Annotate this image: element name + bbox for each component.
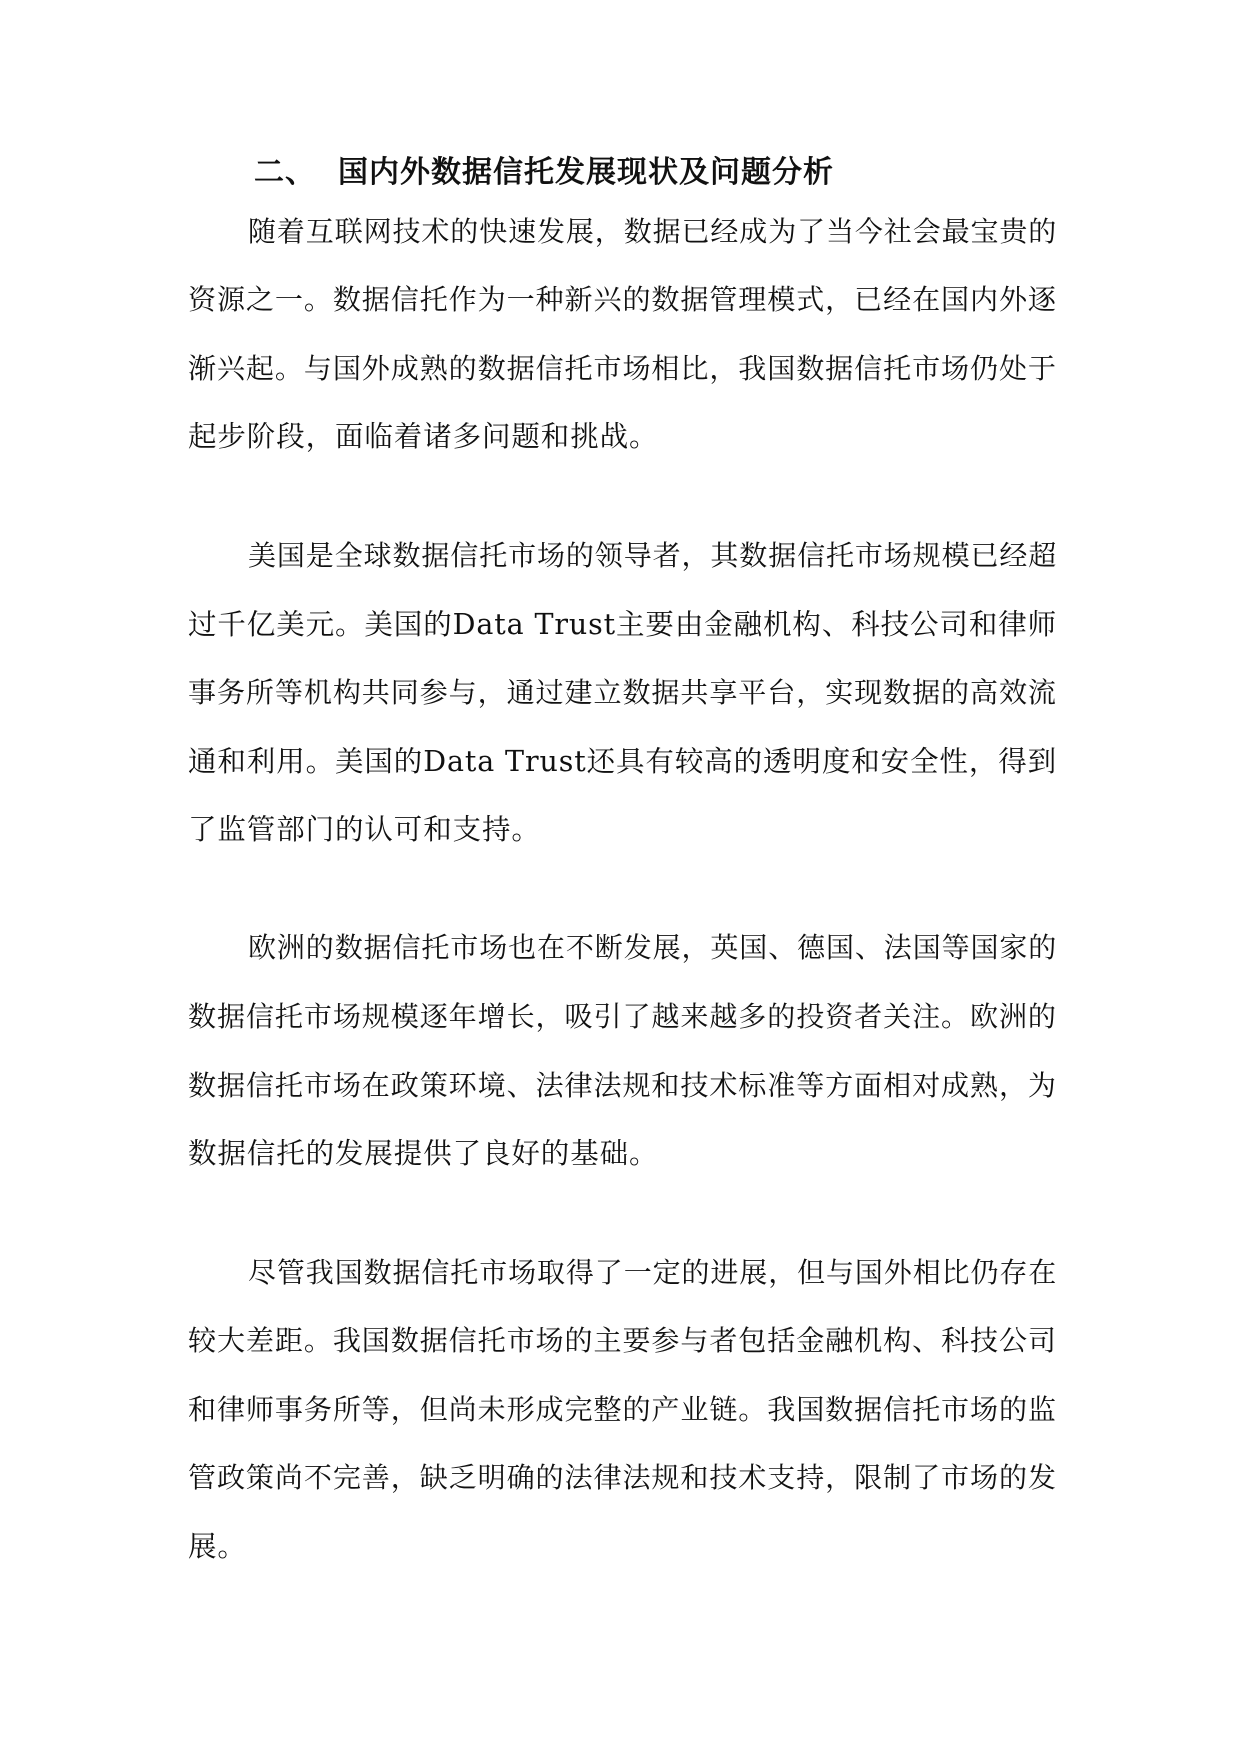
paragraph-line: 尽管我国数据信托市场取得了一定的进展，但与国外相比仍存在 (248, 1256, 1058, 1289)
paragraph-line: 随着互联网技术的快速发展，数据已经成为了当今社会最宝贵的 (248, 215, 1058, 248)
paragraph-line: 数据信托市场规模逐年增长，吸引了越来越多的投资者关注。欧洲的 (188, 1000, 1057, 1033)
paragraph-line: 起步阶段，面临着诸多问题和挑战。 (188, 420, 659, 453)
paragraph-line: 数据信托市场在政策环境、法律法规和技术标准等方面相对成熟，为 (188, 1069, 1057, 1102)
paragraph-line: 通和利用。美国的Data Trust还具有较高的透明度和安全性，得到 (188, 745, 1058, 778)
paragraph-line: 展。 (188, 1530, 247, 1563)
paragraph-line: 渐兴起。与国外成熟的数据信托市场相比，我国数据信托市场仍处于 (188, 352, 1057, 385)
section-heading (254, 151, 834, 195)
paragraph-line: 管政策尚不完善，缺乏明确的法律法规和技术支持，限制了市场的发 (188, 1461, 1057, 1494)
paragraph-line: 欧洲的数据信托市场也在不断发展，英国、德国、法国等国家的 (248, 931, 1058, 964)
paragraph-line: 美国是全球数据信托市场的领导者，其数据信托市场规模已经超 (248, 539, 1058, 572)
paragraph-line: 和律师事务所等，但尚未形成完整的产业链。我国数据信托市场的监 (188, 1393, 1057, 1426)
paragraph-line: 资源之一。数据信托作为一种新兴的数据管理模式，已经在国内外逐 (188, 283, 1057, 316)
paragraph-line: 事务所等机构共同参与，通过建立数据共享平台，实现数据的高效流 (188, 676, 1057, 709)
section-title: 国内外数据信托发展现状及问题分析 (338, 155, 834, 190)
paragraph-line: 过千亿美元。美国的Data Trust主要由金融机构、科技公司和律师 (188, 608, 1058, 641)
paragraph-line: 较大差距。我国数据信托市场的主要参与者包括金融机构、科技公司 (188, 1324, 1057, 1357)
section-number: 二、 (254, 155, 316, 190)
paragraph-line: 了监管部门的认可和支持。 (188, 813, 541, 846)
paragraph-line: 数据信托的发展提供了良好的基础。 (188, 1137, 659, 1170)
